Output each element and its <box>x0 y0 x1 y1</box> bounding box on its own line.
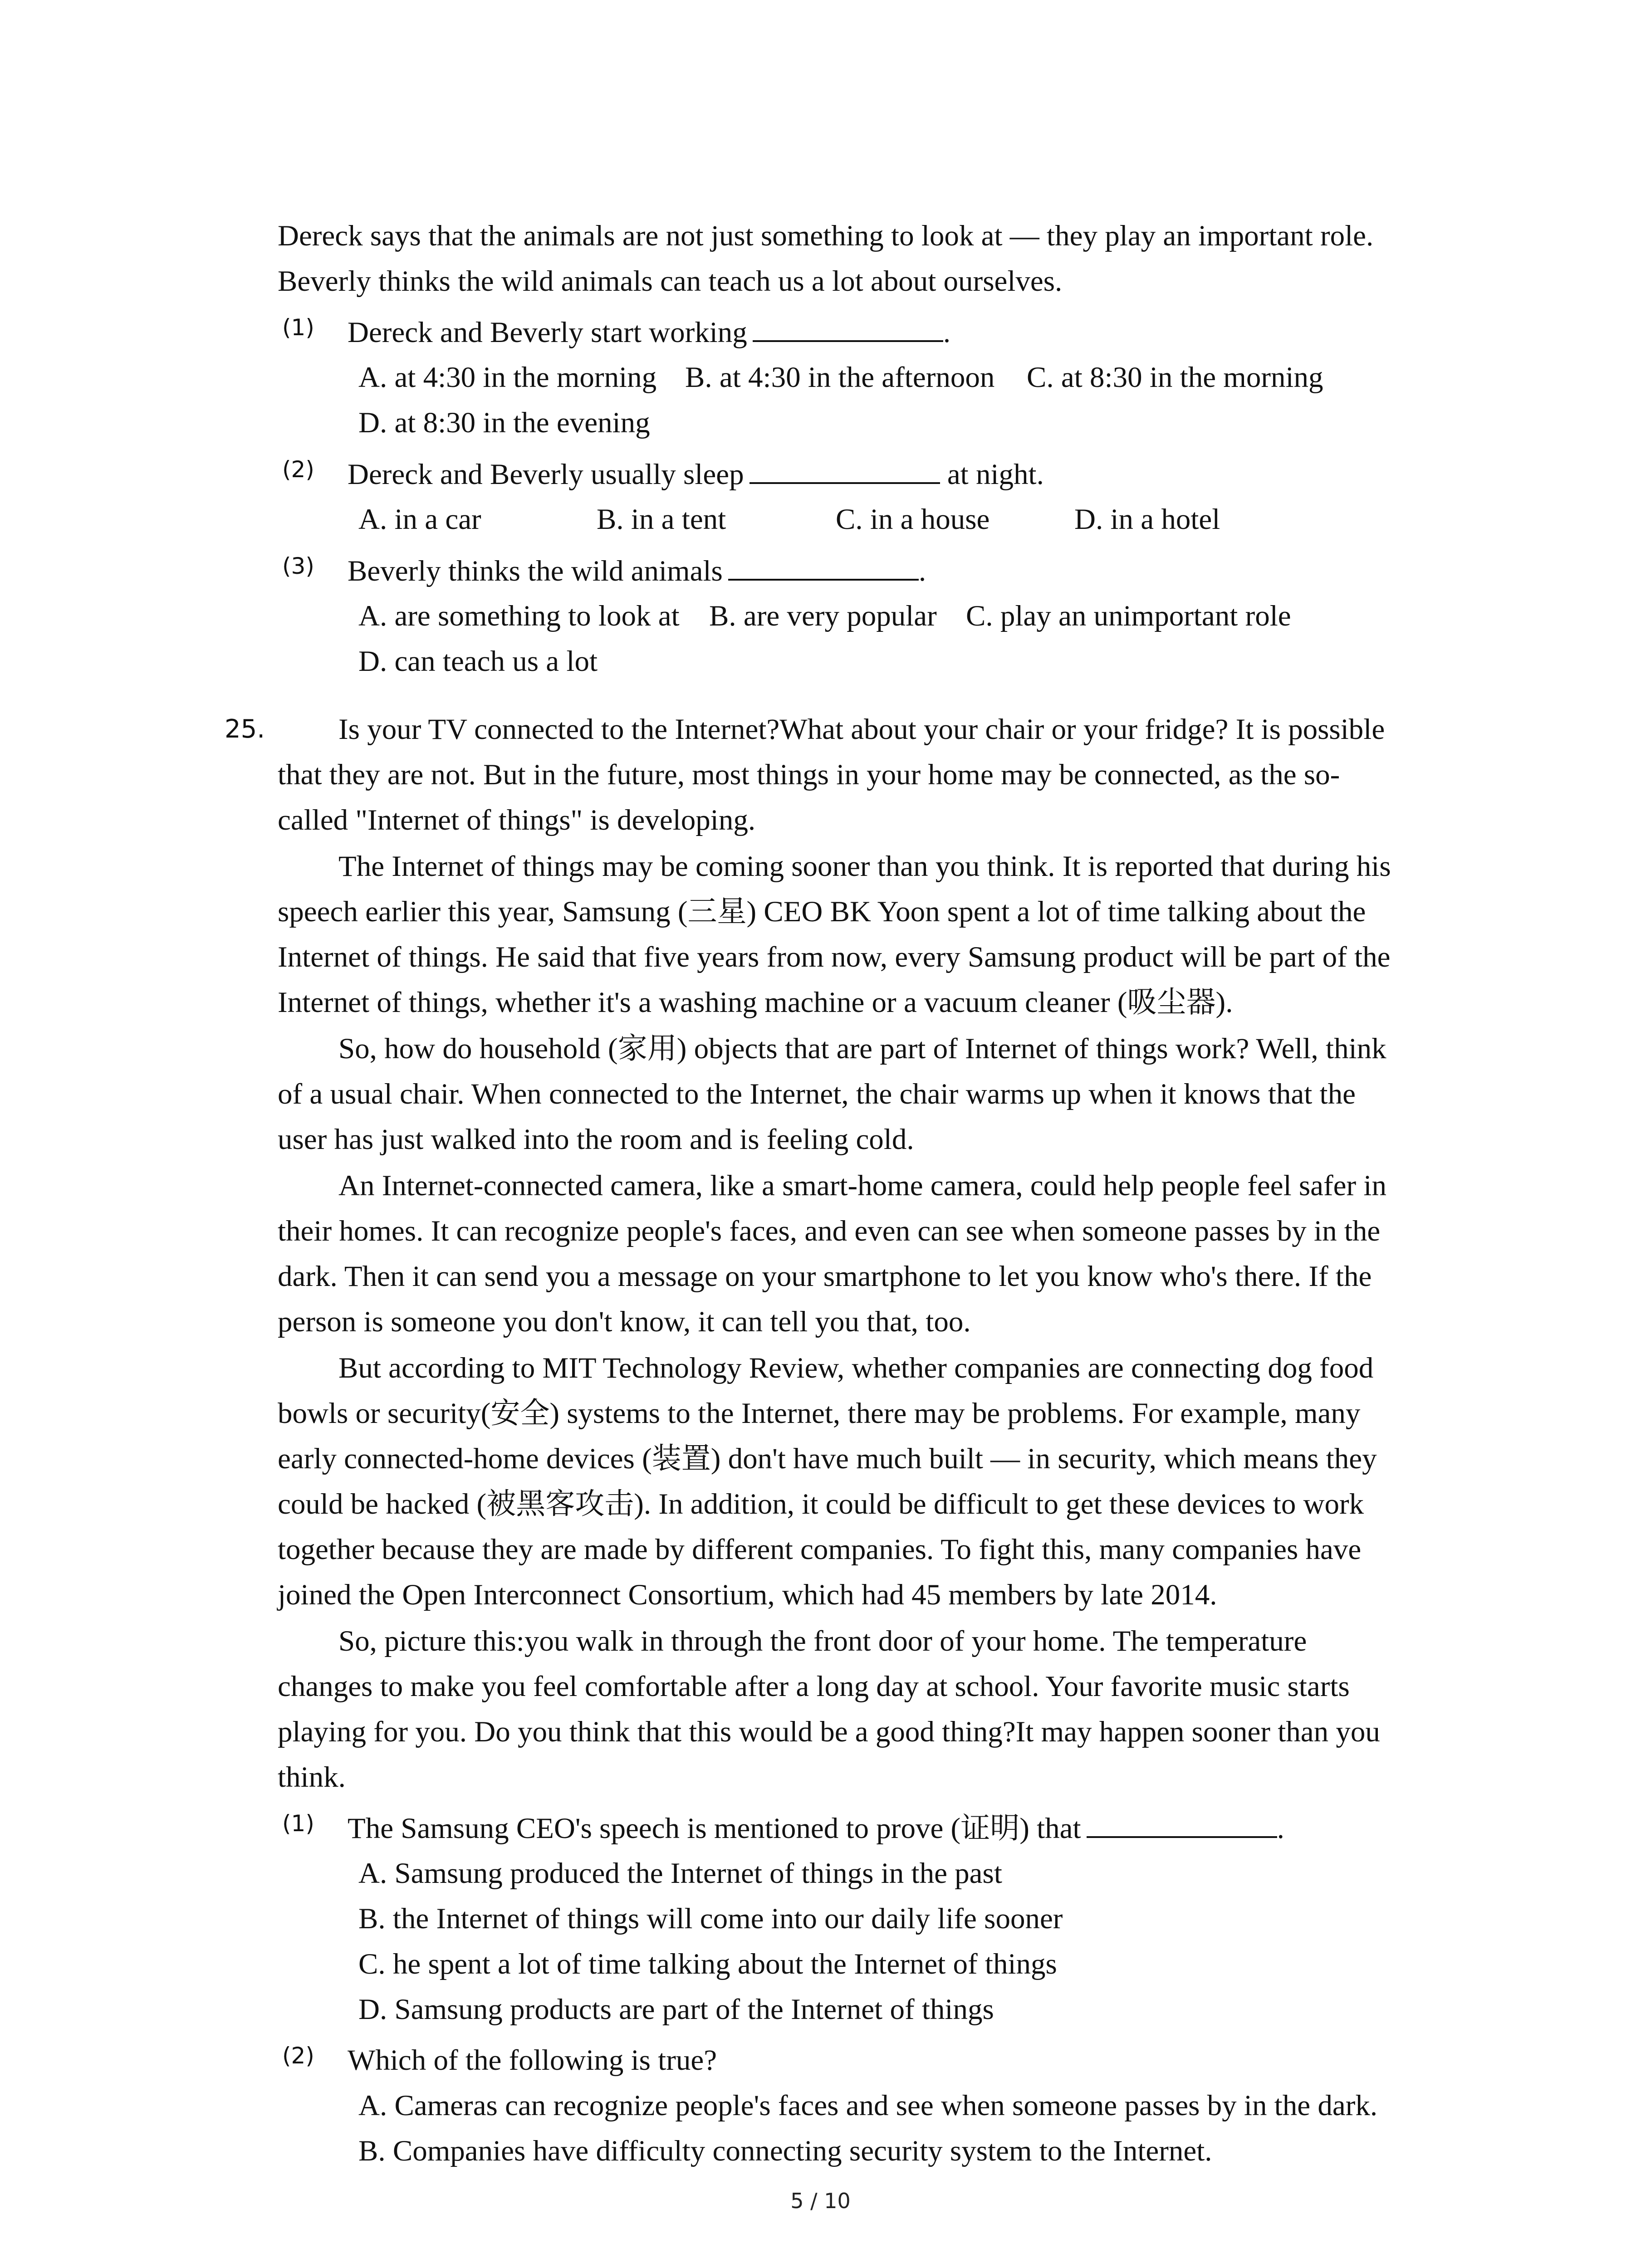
passage-line: think. <box>278 1761 346 1794</box>
option-a: A. Cameras can recognize people's faces and see when someone passes by in the dark. <box>358 2089 1378 2122</box>
question-stem <box>348 456 1044 493</box>
passage-line: An Internet-connected camera, like a smart-home camera, could help people feel safer in <box>338 1169 1386 1202</box>
passage-line: So, picture this:you walk in through the front door of your home. The temperature <box>338 1625 1307 1657</box>
option-c: C. at 8:30 in the morning <box>1027 361 1323 394</box>
question-stem: Which of the following is true? <box>348 2044 717 2077</box>
passage-line: dark. Then it can send you a message on your smartphone to let you know who's there. If the <box>278 1260 1372 1293</box>
passage-line: their homes. It can recognize people's faces, and even can see when someone passes by in the <box>278 1215 1381 1247</box>
passage-line: changes to make you feel comfortable after a long day at school. Your favorite music starts <box>278 1670 1350 1703</box>
option-a: A. in a car <box>358 503 481 536</box>
question-stem-tail: . <box>1277 1812 1284 1845</box>
page-number: 5 / 10 <box>790 2189 851 2213</box>
option-c: C. play an unimportant role <box>966 600 1291 632</box>
answer-blank[interactable] <box>728 552 919 581</box>
question-stem-tail: . <box>918 555 926 587</box>
passage-line: together because they are made by different companies. To fight this, many companies have <box>278 1533 1362 1566</box>
passage-line: speech earlier this year, Samsung (三星) CEO BK Yoon spent a lot of time talking about the <box>278 895 1366 928</box>
passage-line: called "Internet of things" is developing. <box>278 804 756 836</box>
option-b: B. Companies have difficulty connecting security system to the Internet. <box>358 2135 1212 2167</box>
option-a: A. Samsung produced the Internet of things in the past <box>358 1857 1002 1890</box>
option-c: C. he spent a lot of time talking about the Internet of things <box>358 1948 1057 1980</box>
passage-line: Is your TV connected to the Internet?What about your chair or your fridge? It is possible <box>338 713 1385 746</box>
question-stem-tail: . <box>943 316 951 349</box>
passage-line: Dereck says that the animals are not just something to look at — they play an important role. <box>278 220 1374 252</box>
option-d: D. at 8:30 in the evening <box>358 406 650 439</box>
passage-line: joined the Open Interconnect Consortium, which had 45 members by late 2014. <box>278 1579 1217 1611</box>
question-number: 25. <box>225 714 265 744</box>
passage-line: Internet of things. He said that five years from now, every Samsung product will be part of the <box>278 941 1391 973</box>
answer-blank[interactable] <box>749 456 940 484</box>
passage-line: The Internet of things may be coming sooner than you think. It is reported that during his <box>338 850 1391 883</box>
passage-line: of a usual chair. When connected to the Internet, the chair warms up when it knows that the <box>278 1078 1356 1110</box>
passage-line: But according to MIT Technology Review, whether companies are connecting dog food <box>338 1352 1374 1384</box>
question-stem <box>348 1810 1284 1847</box>
question-stem-text: Dereck and Beverly start working <box>348 316 747 349</box>
question-number: (2) <box>282 2043 314 2069</box>
option-b: B. at 4:30 in the afternoon <box>685 361 995 394</box>
option-a: A. at 4:30 in the morning <box>358 361 657 394</box>
question-stem <box>348 314 950 351</box>
question-stem <box>348 552 926 589</box>
passage-line: Beverly thinks the wild animals can teach us a lot about ourselves. <box>278 265 1063 298</box>
question-number: (1) <box>282 314 314 341</box>
passage-line: early connected-home devices (装置) don't have much built — in security, which means they <box>278 1442 1377 1475</box>
question-number: (2) <box>282 456 314 483</box>
option-b: B. in a tent <box>597 503 726 536</box>
option-d: D. Samsung products are part of the Internet of things <box>358 1993 994 2026</box>
question-number: (3) <box>282 553 314 579</box>
question-stem-text: Dereck and Beverly usually sleep <box>348 458 744 491</box>
option-b: B. are very popular <box>709 600 937 632</box>
question-stem-text: Beverly thinks the wild animals <box>348 555 723 587</box>
question-number: (1) <box>282 1810 314 1837</box>
option-b: B. the Internet of things will come into our daily life sooner <box>358 1902 1063 1935</box>
option-a: A. are something to look at <box>358 600 680 632</box>
passage-line: So, how do household (家用) objects that are part of Internet of things work? Well, think <box>338 1032 1386 1065</box>
answer-blank[interactable] <box>1087 1810 1277 1838</box>
passage-line: Internet of things, whether it's a washing machine or a vacuum cleaner (吸尘器). <box>278 986 1233 1019</box>
answer-blank[interactable] <box>753 314 943 342</box>
passage-line: person is someone you don't know, it can tell you that, too. <box>278 1305 971 1338</box>
passage-line: user has just walked into the room and is feeling cold. <box>278 1123 914 1156</box>
question-stem-tail: at night. <box>947 458 1044 491</box>
passage-line: that they are not. But in the future, most things in your home may be connected, as the so- <box>278 758 1340 791</box>
passage-line: could be hacked (被黑客攻击). In addition, it could be difficult to get these devices to work <box>278 1488 1364 1520</box>
passage-line: playing for you. Do you think that this would be a good thing?It may happen sooner than you <box>278 1716 1380 1748</box>
option-c: C. in a house <box>836 503 990 536</box>
question-stem-text: The Samsung CEO's speech is mentioned to prove (证明) that <box>348 1812 1081 1845</box>
option-d: D. in a hotel <box>1074 503 1220 536</box>
option-d: D. can teach us a lot <box>358 645 598 678</box>
passage-line: bowls or security(安全) systems to the Internet, there may be problems. For example, many <box>278 1397 1361 1430</box>
